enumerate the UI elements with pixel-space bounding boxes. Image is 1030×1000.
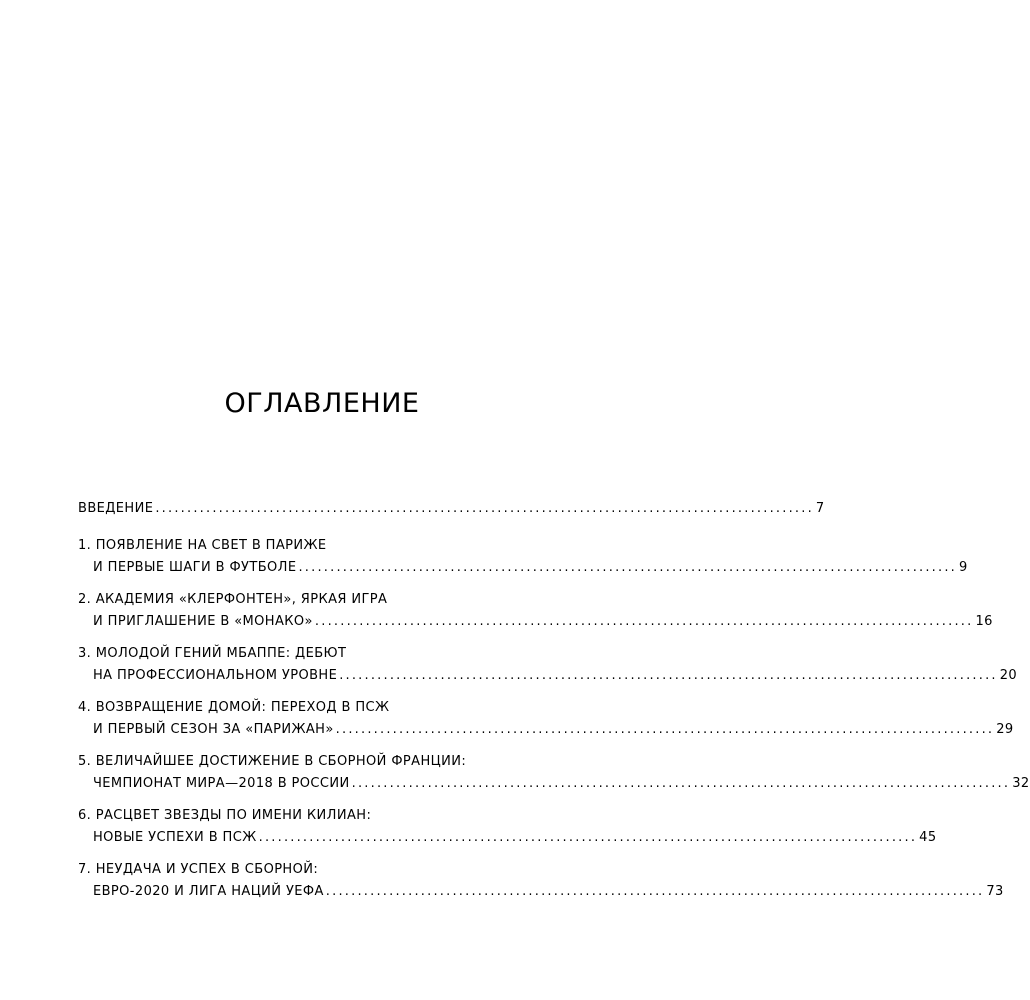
toc-page-number: 45: [919, 830, 937, 845]
toc-entry-title-line: 4. ВОЗВРАЩЕНИЕ ДОМОЙ: ПЕРЕХОД В ПСЖ: [78, 700, 390, 715]
toc-page-number: 73: [986, 884, 1004, 899]
toc-page-number: 16: [975, 614, 993, 629]
toc-entry-chapter-1: [93, 558, 968, 578]
toc-entry-title-cont: И ПЕРВЫЙ СЕЗОН ЗА «ПАРИЖАН»: [93, 722, 334, 737]
dot-leader: ........................................................................................................: [258, 830, 918, 845]
toc-entry-chapter-7: [93, 882, 1004, 902]
toc-entry-title-cont: НОВЫЕ УСПЕХИ В ПСЖ: [93, 830, 257, 845]
toc-page-number: 7: [815, 501, 825, 516]
toc-entry-title-line: 7. НЕУДАЧА И УСПЕХ В СБОРНОЙ:: [78, 862, 319, 877]
dot-leader: ........................................................................................................: [314, 614, 974, 629]
toc-entry-title-cont: ЧЕМПИОНАТ МИРА—2018 В РОССИИ: [93, 776, 350, 791]
dot-leader: ........................................................................................................: [298, 560, 958, 575]
toc-entry-title-cont: НА ПРОФЕССИОНАЛЬНОМ УРОВНЕ: [93, 668, 338, 683]
dot-leader: ........................................................................................................: [335, 722, 995, 737]
dot-leader: ........................................................................................................: [351, 776, 1011, 791]
toc-entry-title-line: 2. АКАДЕМИЯ «КЛЕРФОНТЕН», ЯРКАЯ ИГРА: [78, 592, 388, 607]
toc-entry-introduction: [78, 499, 825, 519]
toc-page-number: 20: [999, 668, 1018, 683]
toc-entry-title-line: 6. РАСЦВЕТ ЗВЕЗДЫ ПО ИМЕНИ КИЛИАН:: [78, 808, 372, 823]
dot-leader: ........................................................................................................: [339, 668, 998, 683]
page-title: ОГЛАВЛЕНИЕ: [224, 388, 420, 419]
dot-leader: ........................................................................................................: [155, 501, 814, 516]
toc-page-number: 29: [996, 722, 1014, 737]
toc-entry-title-line: 3. МОЛОДОЙ ГЕНИЙ МБАППЕ: ДЕБЮТ: [78, 646, 347, 661]
toc-entry-chapter-3: [93, 666, 1018, 686]
dot-leader: ........................................................................................................: [325, 884, 985, 899]
toc-entry-chapter-5: [93, 774, 1030, 794]
toc-entry-title-cont: ЕВРО-2020 И ЛИГА НАЦИЙ УЕФА: [93, 884, 324, 899]
toc-page-number: 32: [1012, 776, 1030, 791]
toc-entry-chapter-6: [93, 828, 937, 848]
toc-entry-title-cont: И ПЕРВЫЕ ШАГИ В ФУТБОЛЕ: [93, 560, 297, 575]
toc-page-number: 9: [959, 560, 968, 575]
toc-entry-chapter-4: [93, 720, 1014, 740]
toc-entry-title: ВВЕДЕНИЕ: [78, 501, 154, 516]
toc-entry-chapter-2: [93, 612, 993, 632]
toc-entry-title-line: 5. ВЕЛИЧАЙШЕЕ ДОСТИЖЕНИЕ В СБОРНОЙ ФРАНЦИИ:: [78, 754, 467, 769]
toc-entry-title-line: 1. ПОЯВЛЕНИЕ НА СВЕТ В ПАРИЖЕ: [78, 538, 327, 553]
toc-entry-title-cont: И ПРИГЛАШЕНИЕ В «МОНАКО»: [93, 614, 313, 629]
